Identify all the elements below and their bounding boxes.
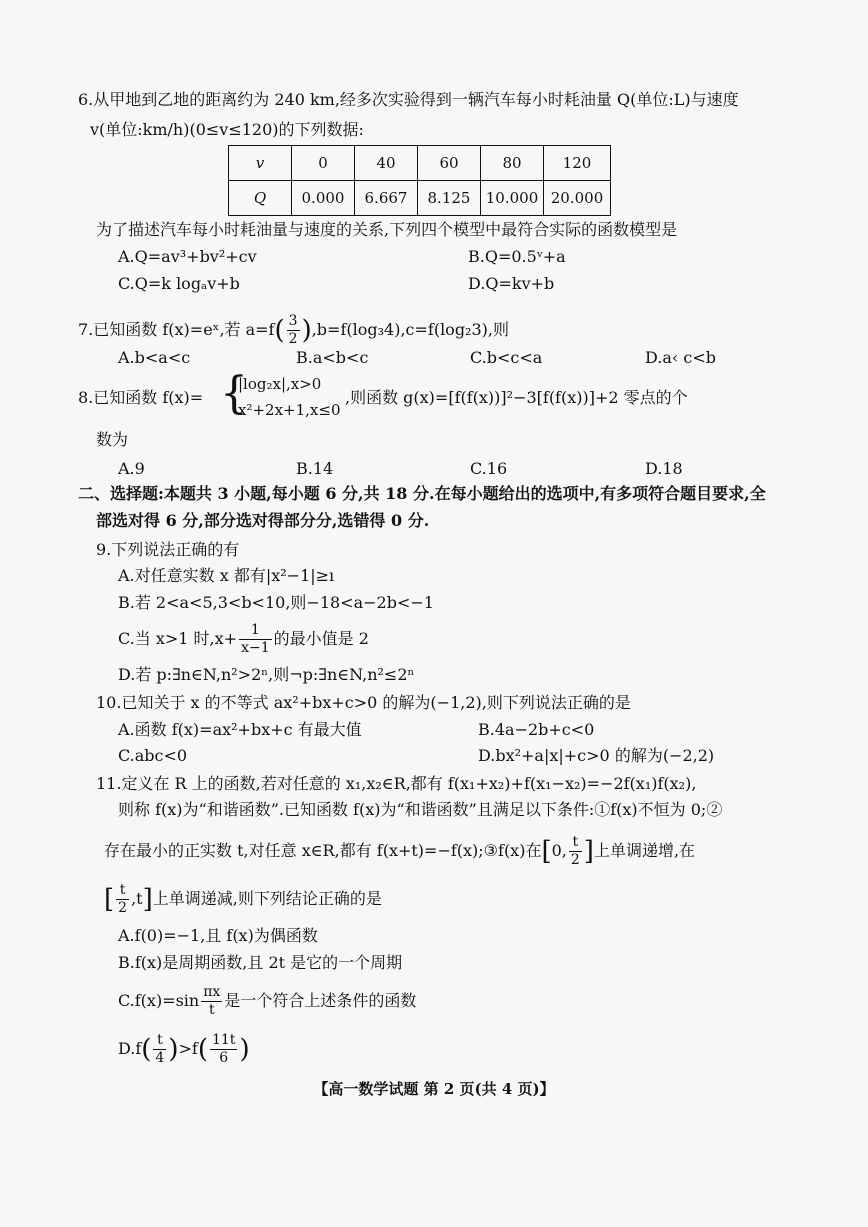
q6-stem-line2: v(单位:km/h)(0≤v≤120)的下列数据: bbox=[90, 120, 364, 139]
q11-line4-frac-num: t bbox=[116, 882, 129, 900]
q7-option-c: C.b<c<a bbox=[470, 348, 543, 367]
q11-line4-frac-den: 2 bbox=[118, 900, 128, 916]
q7-frac-num: 3 bbox=[288, 313, 298, 329]
table-cell: v bbox=[229, 146, 292, 181]
q8-stem-post: ,则函数 g(x)=[f(f(x))]²−3[f(f(x))]+2 零点的个 bbox=[345, 388, 688, 407]
q6-stem-line1: 6.从甲地到乙地的距离约为 240 km,经多次实验得到一辆汽车每小时耗油量 Q(单位:L)与速度 bbox=[78, 90, 739, 109]
q11-line3-pre: 存在最小的正实数 t,对任意 x∈R,都有 f(x+t)=−f(x);③f(x)在 bbox=[104, 841, 542, 860]
q10-stem: 10.已知关于 x 的不等式 ax²+bx+c>0 的解为(−1,2),则下列说法正确的是 bbox=[96, 693, 631, 712]
q6-option-d: D.Q=kv+b bbox=[468, 274, 555, 293]
table-cell: 80 bbox=[481, 146, 544, 181]
q11-d-fraction-1 bbox=[153, 1032, 166, 1067]
q11-stem-line2: 则称 f(x)为“和谐函数”.已知函数 f(x)为“和谐函数”且满足以下条件:①f(x)不恒为 0;② bbox=[118, 800, 723, 819]
q7-stem-pre: 7.已知函数 f(x)=eˣ,若 a=f bbox=[78, 320, 275, 339]
q11-c-fraction bbox=[201, 984, 222, 1019]
q11-line3-frac-num: t bbox=[569, 834, 582, 852]
q11-option-c-pre: C.f(x)=sin bbox=[118, 991, 200, 1010]
table-cell: 20.000 bbox=[544, 181, 611, 216]
q7-option-d: D.a‹ c<b bbox=[645, 348, 716, 367]
q9-frac-den: x−1 bbox=[241, 640, 270, 656]
q7-option-a: A.b<a<c bbox=[118, 348, 191, 367]
table-cell: 8.125 bbox=[418, 181, 481, 216]
table-cell: Q bbox=[229, 181, 292, 216]
q11-line3-interval: 0, bbox=[551, 841, 567, 860]
q11-line3-frac-den: 2 bbox=[570, 852, 580, 868]
table-row-q bbox=[229, 181, 611, 216]
q9-option-b: B.若 2<a<5,3<b<10,则−18<a−2b<−1 bbox=[118, 593, 434, 612]
q8-option-d: D.18 bbox=[645, 459, 683, 478]
q11-option-b: B.f(x)是周期函数,且 2t 是它的一个周期 bbox=[118, 953, 403, 972]
table-cell: 60 bbox=[418, 146, 481, 181]
q11-d-frac1-den: 4 bbox=[155, 1050, 165, 1066]
q9-option-a: A.对任意实数 x 都有|x²−1|≥ı bbox=[118, 566, 335, 585]
table-cell: 10.000 bbox=[481, 181, 544, 216]
q9-option-c bbox=[118, 620, 369, 658]
q9-frac-num: 1 bbox=[239, 622, 272, 640]
q11-d-frac1-num: t bbox=[153, 1032, 166, 1050]
q11-option-d-pre: D.f bbox=[118, 1039, 142, 1058]
q9-option-c-post: 的最小值是 2 bbox=[273, 629, 369, 648]
q11-c-frac-den: t bbox=[208, 1002, 215, 1018]
q8-option-a: A.9 bbox=[118, 459, 145, 478]
q11-d-frac2-num: 11t bbox=[211, 1032, 236, 1048]
q6-option-b: B.Q=0.5ᵛ+a bbox=[468, 247, 566, 266]
q9-option-c-pre: C.当 x>1 时,x+ bbox=[118, 629, 238, 648]
q11-stem-line3: 存在最小的正实数 t,对任意 x∈R,都有 f(x+t)=−f(x);③f(x)在[0, $\frac{t}{2}$ ]上单调递增,在 bbox=[104, 834, 696, 868]
q7-stem: 7.已知函数 f(x)=eˣ,若 a=f( $\frac{3}{2}$ ),b=f(log₃4),c=f(log₂3),则 bbox=[78, 313, 509, 347]
table-cell: 0.000 bbox=[292, 181, 355, 216]
q8-piece-2: x²+2x+1,x≤0 bbox=[238, 401, 341, 419]
q6-question: 为了描述汽车每小时耗油量与速度的关系,下列四个模型中最符合实际的函数模型是 bbox=[96, 220, 678, 239]
q11-stem-line1: 11.定义在 R 上的函数,若对任意的 x₁,x₂∈R,都有 f(x₁+x₂)+f(x₁−x₂)=−2f(x₁)f(x₂), bbox=[96, 774, 697, 793]
q11-option-a: A.f(0)=−1,且 f(x)为偶函数 bbox=[118, 926, 318, 945]
q6-data-table bbox=[228, 145, 611, 216]
q11-line4-mid: ,t bbox=[131, 889, 143, 908]
q8-stem-line2: 数为 bbox=[96, 430, 129, 449]
q6-option-a: A.Q=av³+bv²+cv bbox=[118, 247, 257, 266]
q10-option-d: D.bx²+a|x|+c>0 的解为(−2,2) bbox=[478, 746, 715, 765]
q11-line4-fraction bbox=[116, 882, 129, 917]
q11-option-c-post: 是一个符合上述条件的函数 bbox=[224, 991, 417, 1010]
section-2-heading: 二、选择题:本题共 3 小题,每小题 6 分,共 18 分.在每小题给出的选项中,有多项符合题目要求,全 bbox=[78, 484, 766, 503]
q11-stem-line4: [ $\frac{t}{2}$ ,t]上单调递减,则下列结论正确的是 bbox=[104, 882, 382, 916]
q7-fraction bbox=[287, 313, 300, 348]
q9-option-d: D.若 p:∃n∈N,n²>2ⁿ,则¬p:∃n∈N,n²≤2ⁿ bbox=[118, 665, 415, 684]
q8-stem-pre: 8.已知函数 f(x)= bbox=[78, 388, 204, 407]
q10-option-b: B.4a−2b+c<0 bbox=[478, 720, 595, 739]
q7-option-b: B.a<b<c bbox=[296, 348, 369, 367]
q11-d-frac2-den: 6 bbox=[219, 1050, 229, 1066]
q6-option-c: C.Q=k logₐv+b bbox=[118, 274, 240, 293]
page-footer: 【高一数学试题 第 2 页(共 4 页)】 bbox=[313, 1080, 555, 1098]
q10-option-c: C.abc<0 bbox=[118, 746, 188, 765]
q11-option-c bbox=[118, 982, 416, 1020]
q8-option-c: C.16 bbox=[470, 459, 508, 478]
q11-c-frac-num: πx bbox=[203, 984, 221, 1000]
q11-line3-fraction bbox=[569, 834, 582, 869]
q9-fraction bbox=[239, 622, 272, 657]
q8-piece-1: |log₂x|,x>0 bbox=[238, 375, 322, 393]
q7-frac-den: 2 bbox=[288, 331, 298, 347]
q11-d-fraction-2 bbox=[210, 1032, 237, 1067]
table-cell: 6.667 bbox=[355, 181, 418, 216]
q9-stem: 9.下列说法正确的有 bbox=[96, 540, 240, 559]
table-row-v bbox=[229, 146, 611, 181]
q7-stem-post: ,b=f(log₃4),c=f(log₂3),则 bbox=[311, 320, 509, 339]
q10-option-a: A.函数 f(x)=ax²+bx+c 有最大值 bbox=[118, 720, 362, 739]
q8-option-b: B.14 bbox=[296, 459, 334, 478]
q11-option-d: D.f( $\frac{t}{4}$ )>f( $\frac{11t}{6}$ ) bbox=[118, 1032, 250, 1066]
q11-line4-post: 上单调递减,则下列结论正确的是 bbox=[152, 889, 382, 908]
q11-option-d-mid: >f bbox=[178, 1039, 198, 1058]
q11-line3-post: 上单调递增,在 bbox=[593, 841, 696, 860]
section-2-heading-line2: 部选对得 6 分,部分选对得部分分,选错得 0 分. bbox=[96, 511, 430, 530]
piecewise-brace: { bbox=[220, 368, 248, 419]
table-cell: 120 bbox=[544, 146, 611, 181]
table-cell: 0 bbox=[292, 146, 355, 181]
table-cell: 40 bbox=[355, 146, 418, 181]
